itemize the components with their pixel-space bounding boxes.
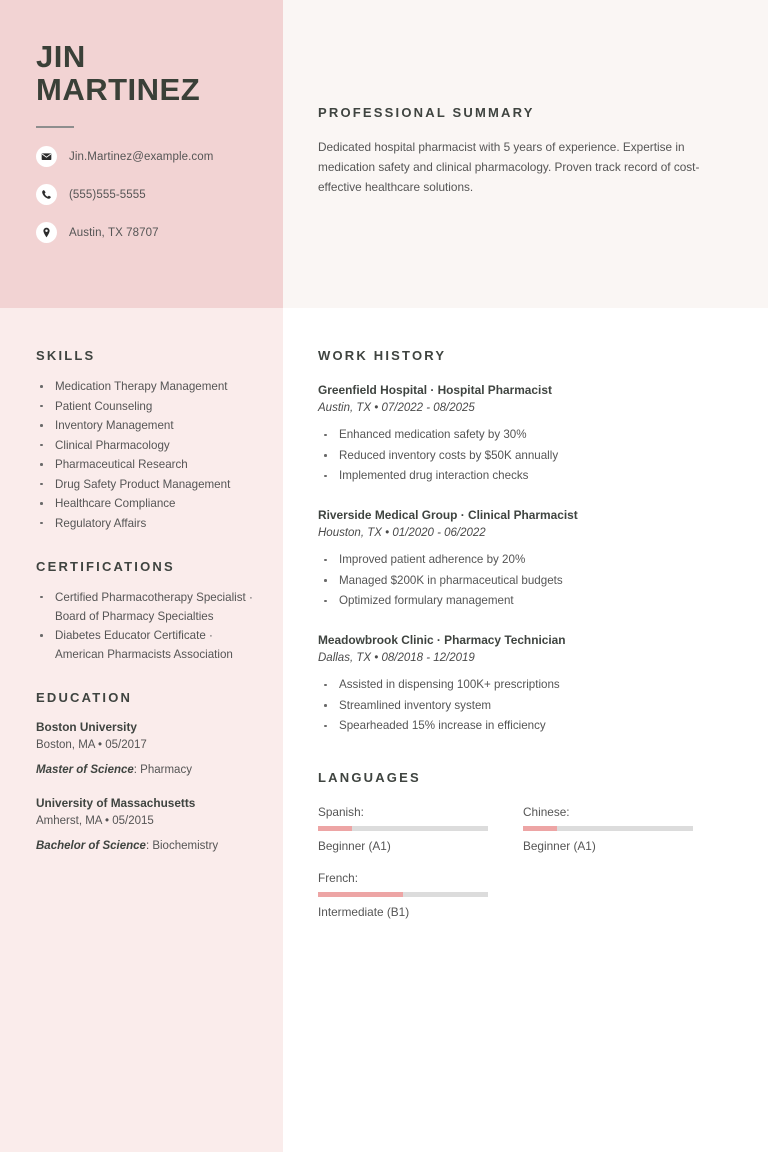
- professional-summary-heading: PROFESSIONAL SUMMARY: [318, 105, 535, 120]
- education-school: University of Massachusetts: [36, 796, 196, 810]
- language-proficiency-bar: [318, 892, 488, 897]
- envelope-icon: [36, 146, 57, 167]
- list-item: Reduced inventory costs by $50K annually: [318, 446, 728, 466]
- contact-item-email[interactable]: [36, 146, 253, 167]
- job-title: Meadowbrook Clinic · Pharmacy Technician: [318, 633, 566, 647]
- list-item: Implemented drug interaction checks: [318, 466, 728, 486]
- education-heading: EDUCATION: [36, 690, 133, 705]
- contact-location-text: Austin, TX 78707: [69, 226, 159, 239]
- language-item: [318, 803, 523, 855]
- work-history-entry: [318, 631, 728, 736]
- language-item: [523, 803, 728, 855]
- page-title: [36, 40, 253, 106]
- language-item: [318, 869, 523, 921]
- list-item: Optimized formulary management: [318, 591, 728, 611]
- professional-summary-text: Dedicated hospital pharmacist with 5 years of experience. Expertise in medication safety and clinical pharmacology. Proven track record of cost-effective healthcare solutions.: [318, 140, 700, 194]
- education-degree-name: Master of Science: [36, 764, 134, 776]
- education-degree-field: : Biochemistry: [145, 840, 219, 852]
- language-proficiency-fill: [523, 826, 557, 831]
- languages-section: [318, 770, 728, 935]
- language-level: Intermediate (B1): [318, 905, 410, 919]
- language-name: Spanish:: [318, 805, 364, 819]
- list-item: Pharmaceutical Research: [36, 455, 253, 474]
- name-divider: [36, 126, 74, 128]
- professional-summary-section: [283, 0, 768, 197]
- list-item: Drug Safety Product Management: [36, 475, 253, 494]
- language-level: Beginner (A1): [523, 839, 596, 853]
- list-item: Streamlined inventory system: [318, 696, 728, 716]
- education-meta: Boston, MA • 05/2017: [36, 739, 147, 751]
- list-item: Assisted in dispensing 100K+ prescriptions: [318, 675, 728, 695]
- work-history-section: [318, 348, 728, 736]
- phone-icon: [36, 184, 57, 205]
- list-item: Managed $200K in pharmaceutical budgets: [318, 571, 728, 591]
- list-item: Enhanced medication safety by 30%: [318, 425, 728, 445]
- language-proficiency-fill: [318, 892, 403, 897]
- education-entry: [36, 719, 253, 779]
- list-item: Diabetes Educator Certificate · American Pharmacists Association: [36, 626, 253, 664]
- skills-heading: SKILLS: [36, 348, 96, 363]
- education-entry: [36, 795, 253, 855]
- contact-item-location[interactable]: [36, 222, 253, 243]
- language-level: Beginner (A1): [318, 839, 391, 853]
- list-item: Healthcare Compliance: [36, 494, 253, 513]
- education-meta: Amherst, MA • 05/2015: [36, 815, 154, 827]
- job-meta: Dallas, TX • 08/2018 - 12/2019: [318, 652, 475, 664]
- job-bullets: [318, 425, 728, 486]
- languages-heading: LANGUAGES: [318, 770, 421, 785]
- language-proficiency-bar: [523, 826, 693, 831]
- skills-section: [36, 348, 253, 533]
- education-degree: [36, 837, 253, 855]
- job-meta: Austin, TX • 07/2022 - 08/2025: [318, 402, 475, 414]
- education-degree-name: Bachelor of Science: [36, 840, 146, 852]
- language-proficiency-fill: [318, 826, 352, 831]
- list-item: Regulatory Affairs: [36, 514, 253, 533]
- languages-grid: [318, 803, 728, 935]
- location-pin-icon: [36, 222, 57, 243]
- list-item: Patient Counseling: [36, 397, 253, 416]
- job-bullets: [318, 675, 728, 736]
- certifications-heading: CERTIFICATIONS: [36, 558, 175, 574]
- contact-list: [36, 146, 253, 243]
- education-degree: [36, 761, 253, 779]
- job-title: Riverside Medical Group · Clinical Pharmacist: [318, 508, 578, 522]
- language-name: Chinese:: [523, 805, 570, 819]
- job-title: Greenfield Hospital · Hospital Pharmacist: [318, 383, 552, 397]
- language-proficiency-bar: [318, 826, 488, 831]
- list-item: Certified Pharmacotherapy Specialist · Board of Pharmacy Specialties: [36, 588, 253, 626]
- list-item: Inventory Management: [36, 416, 253, 435]
- work-history-entry: [318, 381, 728, 486]
- resume-header: [0, 0, 283, 308]
- certifications-list: [36, 588, 253, 665]
- education-degree-field: : Pharmacy: [133, 764, 192, 776]
- skills-list: [36, 377, 253, 533]
- list-item: Improved patient adherence by 20%: [318, 550, 728, 570]
- certifications-section: [36, 559, 253, 665]
- job-meta: Houston, TX • 01/2020 - 06/2022: [318, 527, 486, 539]
- last-name: MARTINEZ: [36, 72, 201, 107]
- sidebar: [0, 308, 283, 881]
- first-name: JIN: [36, 39, 86, 74]
- work-history-heading: WORK HISTORY: [318, 348, 447, 363]
- education-school: Boston University: [36, 720, 137, 734]
- list-item: Medication Therapy Management: [36, 377, 253, 396]
- contact-item-phone[interactable]: [36, 184, 253, 205]
- list-item: Spearheaded 15% increase in efficiency: [318, 716, 728, 736]
- education-section: [36, 690, 253, 855]
- contact-email-text: Jin.Martinez@example.com: [69, 150, 214, 163]
- job-bullets: [318, 550, 728, 611]
- list-item: Clinical Pharmacology: [36, 436, 253, 455]
- work-history-entry: [318, 506, 728, 611]
- main-column: [283, 308, 768, 969]
- contact-phone-text: (555)555-5555: [69, 188, 146, 201]
- language-name: French:: [318, 871, 358, 885]
